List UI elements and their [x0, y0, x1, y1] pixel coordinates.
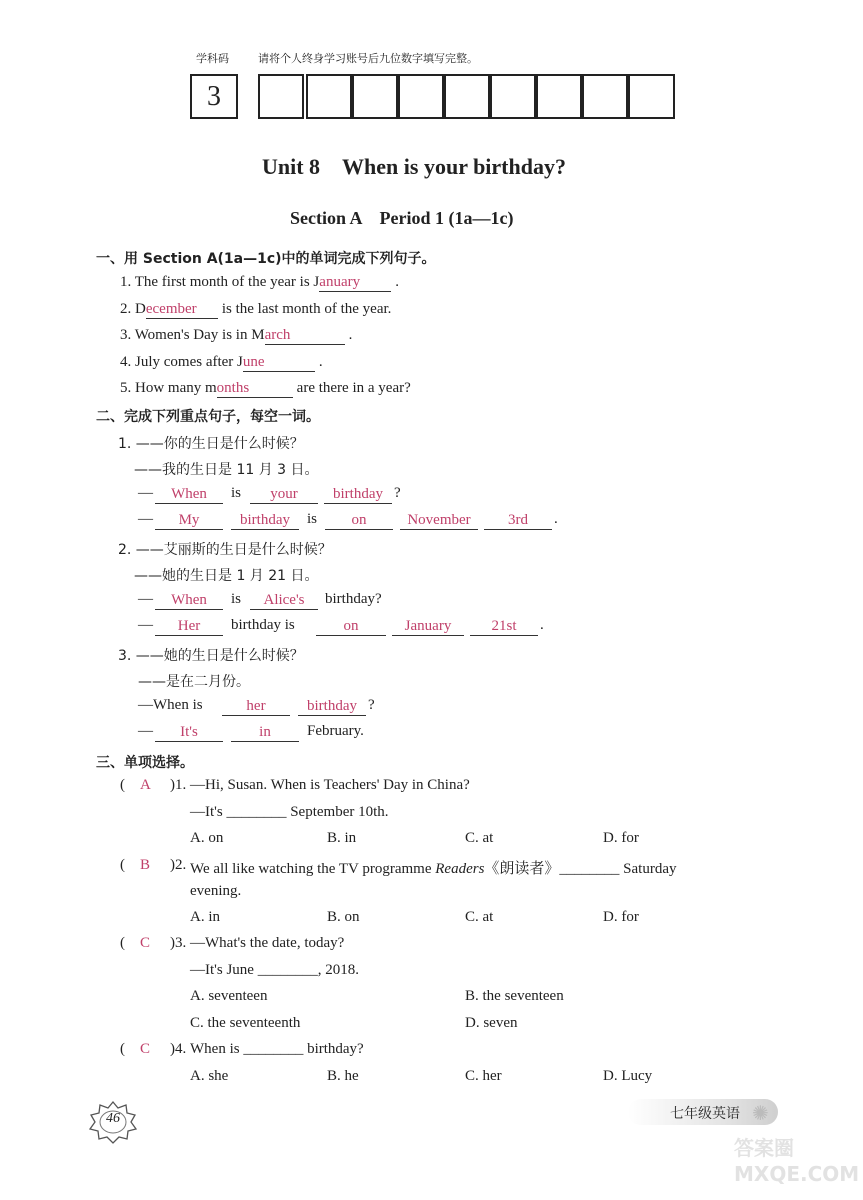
- dash: —: [138, 591, 153, 607]
- part1-heading: 一、用 Section A(1a—1c)中的单词完成下列句子。: [96, 251, 436, 267]
- sentence-text: 5. How many m: [120, 380, 217, 396]
- account-digit-box: [352, 74, 398, 119]
- q1-answer-blank: November: [400, 510, 478, 530]
- q2-is: is: [231, 591, 242, 607]
- mc1-option-a: A. on: [190, 830, 224, 846]
- book-label: 七年级英语: [670, 1106, 740, 1122]
- part1-sentence: [120, 354, 323, 372]
- mc2-stem-pre: We all like watching the TV programme: [190, 861, 436, 877]
- mc3-option-c: C. the seventeenth: [190, 1015, 301, 1031]
- unit-title: Unit 8 When is your birthday?: [262, 154, 566, 179]
- account-digit-box: [536, 74, 582, 119]
- account-digit-box: [444, 74, 490, 119]
- mc2-option-a: A. in: [190, 909, 220, 925]
- part3-heading: 三、单项选择。: [96, 755, 194, 771]
- mc1-paren: (: [120, 777, 125, 793]
- mc3-paren: (: [120, 935, 125, 951]
- q1-chinese-question: 1. ——你的生日是什么时候？: [118, 436, 304, 452]
- mc1-option-d: D. for: [603, 830, 639, 846]
- page-number: 46: [106, 1111, 120, 1126]
- mc4-option-b: B. he: [327, 1068, 359, 1084]
- mc1-number: )1.: [170, 777, 187, 793]
- q1-qmark: ?: [394, 485, 401, 501]
- sentence-text: .: [348, 327, 353, 343]
- sentence-text: 4. July comes after J: [120, 354, 243, 370]
- mc2-line2: evening.: [190, 883, 242, 899]
- sentence-text: is the last month of the year.: [221, 301, 392, 317]
- dash: —: [138, 485, 153, 501]
- mc4-stem: When is ________ birthday?: [190, 1041, 364, 1057]
- mc3-option-d: D. seven: [465, 1015, 518, 1031]
- watermark-text: 答案圈 MXQE.COM: [734, 1136, 860, 1186]
- q1-answer-blank: My: [155, 510, 223, 530]
- q2-answer-blank: Alice's: [250, 590, 318, 610]
- answer-blank: anuary: [319, 274, 391, 292]
- answer-blank: ecember: [146, 301, 218, 319]
- q2-answer-blank: 21st: [470, 616, 538, 636]
- answer-blank: une: [243, 354, 315, 372]
- dash: —: [138, 511, 153, 527]
- q1-is: is: [307, 511, 318, 527]
- subject-code-box: [190, 74, 238, 119]
- sentence-text: .: [395, 274, 400, 290]
- mc2-option-b: B. on: [327, 909, 360, 925]
- mc3-option-a: A. seventeen: [190, 988, 268, 1004]
- account-digit-box: [306, 74, 352, 119]
- mc2-stem-post: 《朗读者》________ Saturday: [484, 861, 677, 877]
- mc3-number: )3.: [170, 935, 187, 951]
- sentence-text: 1. The first month of the year is J: [120, 274, 320, 290]
- part1-sentence: [120, 327, 352, 345]
- q1-is: is: [231, 485, 242, 501]
- answer-blank: arch: [265, 327, 345, 345]
- q3-when-is: —When is: [138, 697, 203, 713]
- account-digit-box: [582, 74, 628, 119]
- account-digit-box: [398, 74, 444, 119]
- mc1-line2: —It's ________ September 10th.: [190, 804, 389, 820]
- q1-answer-blank: 3rd: [484, 510, 552, 530]
- account-digit-box: [490, 74, 536, 119]
- q3-answer-blank: birthday: [298, 696, 366, 716]
- q2-answer-blank: When: [155, 590, 223, 610]
- q3-qmark: ?: [368, 697, 375, 713]
- mc2-option-d: D. for: [603, 909, 639, 925]
- mc2-stem: [190, 857, 677, 878]
- subject-code-label: 学科码: [196, 52, 229, 65]
- q2-chinese-question: 2. ——艾丽斯的生日是什么时候？: [118, 542, 332, 558]
- sentence-text: are there in a year?: [296, 380, 411, 396]
- mc1-option-c: C. at: [465, 830, 494, 846]
- section-title: Section A Period 1 (1a—1c): [290, 208, 514, 228]
- q2-chinese-answer: ——她的生日是 1 月 21 日。: [134, 568, 319, 584]
- q2-answer-blank: January: [392, 616, 464, 636]
- mc1-option-b: B. in: [327, 830, 357, 846]
- mc4-option-a: A. she: [190, 1068, 229, 1084]
- part1-sentence: [120, 380, 411, 398]
- q1-dot: .: [554, 511, 558, 527]
- q2-dot: .: [540, 617, 544, 633]
- instruction-text: 请将个人终身学习账号后九位数字填写完整。: [258, 52, 478, 65]
- q3-february: February.: [307, 723, 364, 739]
- q3-answer-blank: her: [222, 696, 290, 716]
- mc3-line2: —It's June ________, 2018.: [190, 962, 359, 978]
- q2-answer-blank: on: [316, 616, 386, 636]
- q3-chinese-answer: ——是在二月份。: [138, 674, 250, 690]
- account-digit-box: [258, 74, 304, 119]
- mc1-stem: —Hi, Susan. When is Teachers' Day in China?: [190, 777, 470, 793]
- sentence-text: 2. D: [120, 301, 146, 317]
- mc3-answer: C: [140, 935, 151, 951]
- q1-chinese-answer: ——我的生日是 11 月 3 日。: [134, 462, 319, 478]
- q1-answer-blank: birthday: [324, 484, 392, 504]
- mc2-stem-title: Readers: [435, 861, 485, 877]
- mc2-paren: (: [120, 857, 125, 873]
- q1-answer-blank: When: [155, 484, 223, 504]
- part1-sentence: [120, 274, 399, 292]
- q2-birthday: birthday?: [325, 591, 382, 607]
- part2-heading: 二、完成下列重点句子，每空一词。: [96, 409, 320, 425]
- dash: —: [138, 617, 153, 633]
- answer-blank: onths: [217, 380, 293, 398]
- q2-birthday-is: birthday is: [231, 617, 295, 633]
- mc4-answer: C: [140, 1041, 151, 1057]
- q1-answer-blank: on: [325, 510, 393, 530]
- q1-answer-blank: birthday: [231, 510, 299, 530]
- q1-answer-blank: your: [250, 484, 318, 504]
- q3-answer-blank: It's: [155, 722, 223, 742]
- mc4-option-c: C. her: [465, 1068, 502, 1084]
- mc2-number: )2.: [170, 857, 187, 873]
- dash: —: [138, 723, 153, 739]
- q2-answer-blank: Her: [155, 616, 223, 636]
- mc2-option-c: C. at: [465, 909, 494, 925]
- mc3-stem: —What's the date, today?: [190, 935, 345, 951]
- flower-icon: ✺: [752, 1103, 769, 1125]
- sentence-text: .: [318, 354, 323, 370]
- q3-answer-blank: in: [231, 722, 299, 742]
- mc2-answer: B: [140, 857, 151, 873]
- watermark-logo: [734, 1135, 860, 1187]
- mc4-paren: (: [120, 1041, 125, 1057]
- mc4-number: )4.: [170, 1041, 187, 1057]
- q3-chinese-question: 3. ——她的生日是什么时候？: [118, 648, 304, 664]
- mc3-option-b: B. the seventeen: [465, 988, 564, 1004]
- part1-sentence: [120, 301, 391, 319]
- mc1-answer: A: [140, 777, 151, 793]
- subject-code-digit: 3: [207, 81, 221, 112]
- mc4-option-d: D. Lucy: [603, 1068, 653, 1084]
- account-digit-box: [628, 74, 675, 119]
- sentence-text: 3. Women's Day is in M: [120, 327, 265, 343]
